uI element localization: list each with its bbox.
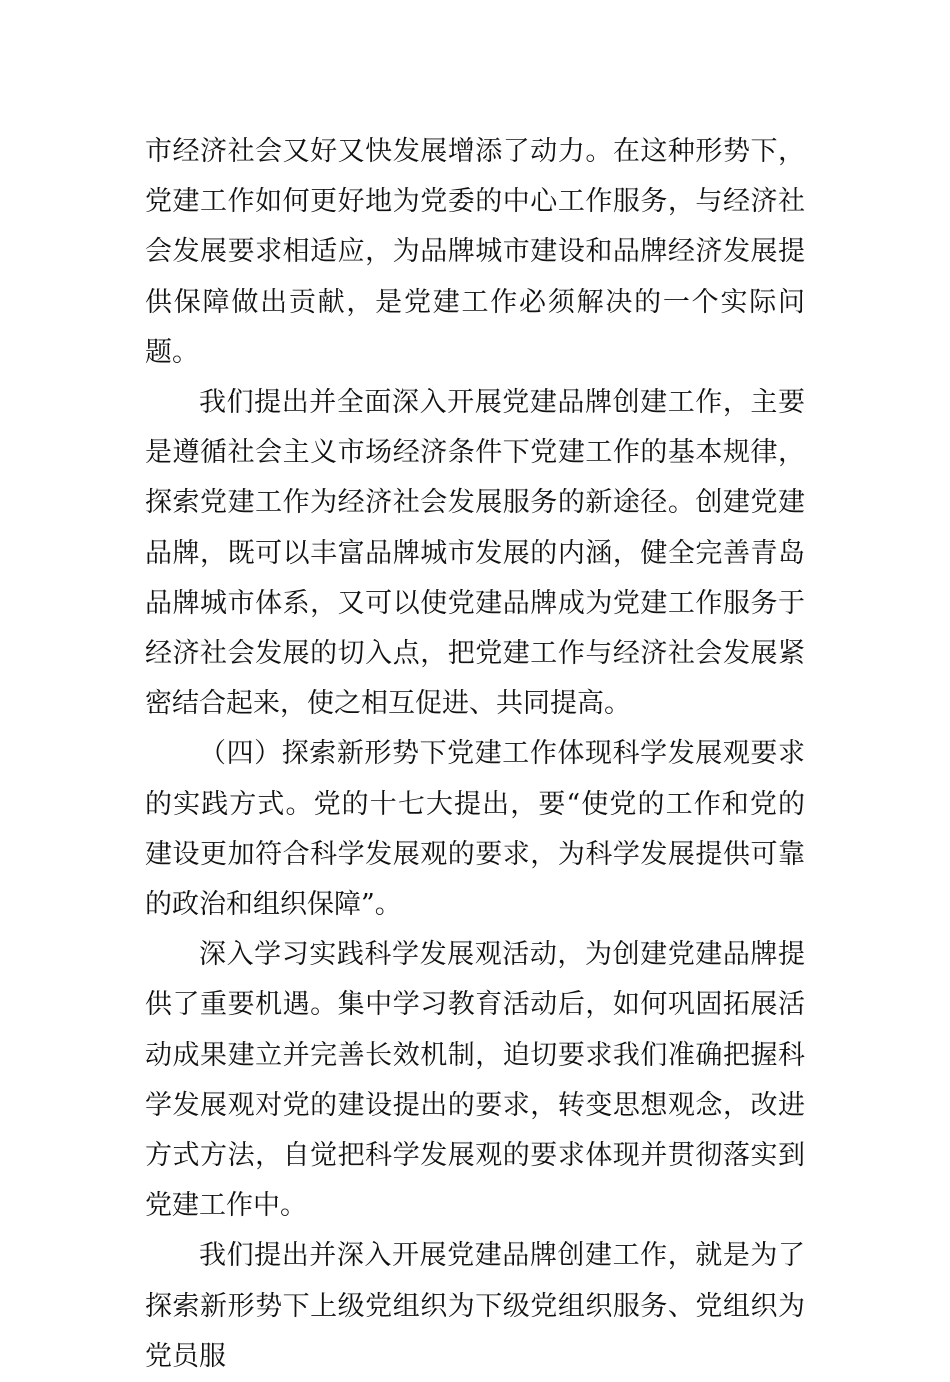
paragraph-5: 我们提出并深入开展党建品牌创建工作，就是为了探索新形势下上级党组织为下级党组织服务、党组织为党员服 (145, 1240, 805, 1372)
paragraph-2: 我们提出并全面深入开展党建品牌创建工作，主要是遵循社会主义市场经济条件下党建工作的基本规律，探索党建工作为经济社会发展服务的新途径。创建党建品牌，既可以丰富品牌城市发展的内涵，健全完善青岛品牌城市体系，又可以使党建品牌成为党建工作服务于经济社会发展的切入点，把党建工作与经济社会发展紧密结合起来，使之相互促进、共同提高。 (145, 387, 805, 720)
paragraph-1: 市经济社会又好又快发展增添了动力。在这种形势下，党建工作如何更好地为党委的中心工作服务，与经济社会发展要求相适应，为品牌城市建设和品牌经济发展提供保障做出贡献，是党建工作必须解决的一个实际问题。 (145, 136, 805, 368)
body-text (145, 127, 805, 1382)
paragraph-3: （四）探索新形势下党建工作体现科学发展观要求的实践方式。党的十七大提出，要“使党的工作和党的建设更加符合科学发展观的要求，为科学发展提供可靠的政治和组织保障”。 (145, 738, 805, 921)
paragraph-4: 深入学习实践科学发展观活动，为创建党建品牌提供了重要机遇。集中学习教育活动后，如何巩固拓展活动成果建立并完善长效机制，迫切要求我们准确把握科学发展观对党的建设提出的要求，转变思想观念，改进方式方法，自觉把科学发展观的要求体现并贯彻落实到党建工作中。 (145, 939, 805, 1222)
